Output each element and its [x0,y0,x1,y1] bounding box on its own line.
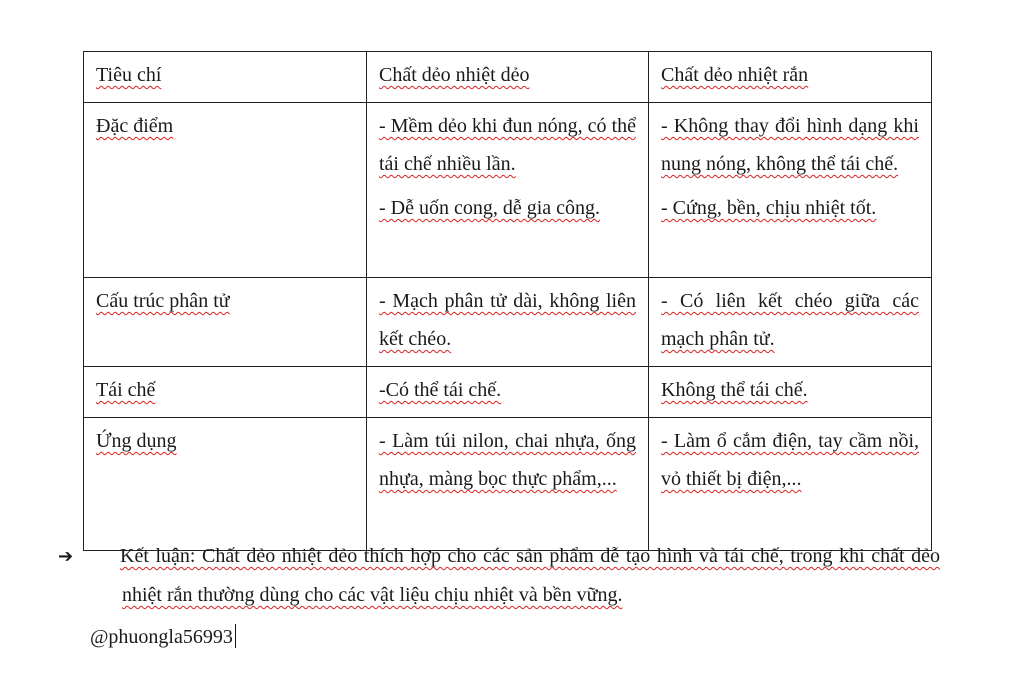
conclusion-paragraph [58,537,940,614]
criteria-cell [84,367,367,418]
thermoset-cell [649,367,932,418]
cell-paragraph: - Dễ uốn cong, dễ gia công. [379,197,601,219]
conclusion-text: Kết luận: Chất dẻo nhiệt dẻo thích hợp cho các sản phẩm dễ tạo hình và tái chế, trong khi chất dẻo nhiệt rắn thường dùng cho các vật liệu chịu nhiệt và bền vững. [120,545,940,606]
table-row [84,418,932,551]
table-row [84,103,932,278]
author-signature[interactable] [90,622,236,652]
cell-paragraph: -Có thể tái chế. [379,379,502,401]
thermoplastic-cell [367,418,649,551]
thermoset-cell [649,103,932,278]
text-cursor [235,624,236,648]
thermoplastic-cell [367,278,649,367]
header-cell-thermoset [649,52,932,103]
header-cell-criteria [84,52,367,103]
table-header-row [84,52,932,103]
table-row [84,367,932,418]
header-thermoset-text: Chất dẻo nhiệt rắn [661,64,809,86]
cell-paragraph: - Làm túi nilon, chai nhựa, ống nhựa, màng bọc thực phẩm,... [379,430,636,490]
cell-paragraph: - Có liên kết chéo giữa các mạch phân tử. [661,290,919,350]
criteria-cell [84,103,367,278]
arrow-right-icon: ➔ [58,546,74,567]
table-row [84,278,932,367]
criteria-cell [84,418,367,551]
criteria-cell [84,278,367,367]
cell-paragraph: - Cứng, bền, chịu nhiệt tốt. [661,197,877,219]
criteria-text: Ứng dụng [96,430,177,452]
criteria-text: Tái chế [96,379,156,401]
thermoplastic-cell [367,103,649,278]
criteria-text: Cấu trúc phân tử [96,290,230,312]
conclusion-line [58,537,940,614]
criteria-text: Đặc điểm [96,115,174,137]
header-cell-thermoplastic [367,52,649,103]
thermoset-cell [649,278,932,367]
header-thermoplastic-text: Chất dẻo nhiệt dẻo [379,64,530,86]
cell-paragraph: Không thể tái chế. [661,379,808,401]
cell-paragraph: - Không thay đổi hình dạng khi nung nóng, không thể tái chế. [661,115,919,175]
cell-paragraph: - Mạch phân tử dài, không liên kết chéo. [379,290,636,350]
header-criteria-text: Tiêu chí [96,64,162,86]
cell-paragraph: - Mềm dẻo khi đun nóng, có thể tái chế nhiều lần. [379,115,636,175]
thermoplastic-cell [367,367,649,418]
cell-paragraph: - Làm ổ cắm điện, tay cầm nồi, vỏ thiết bị điện,... [661,430,919,490]
thermoset-cell [649,418,932,551]
comparison-table [83,51,932,551]
signature-text: @phuongla56993 [90,626,233,648]
